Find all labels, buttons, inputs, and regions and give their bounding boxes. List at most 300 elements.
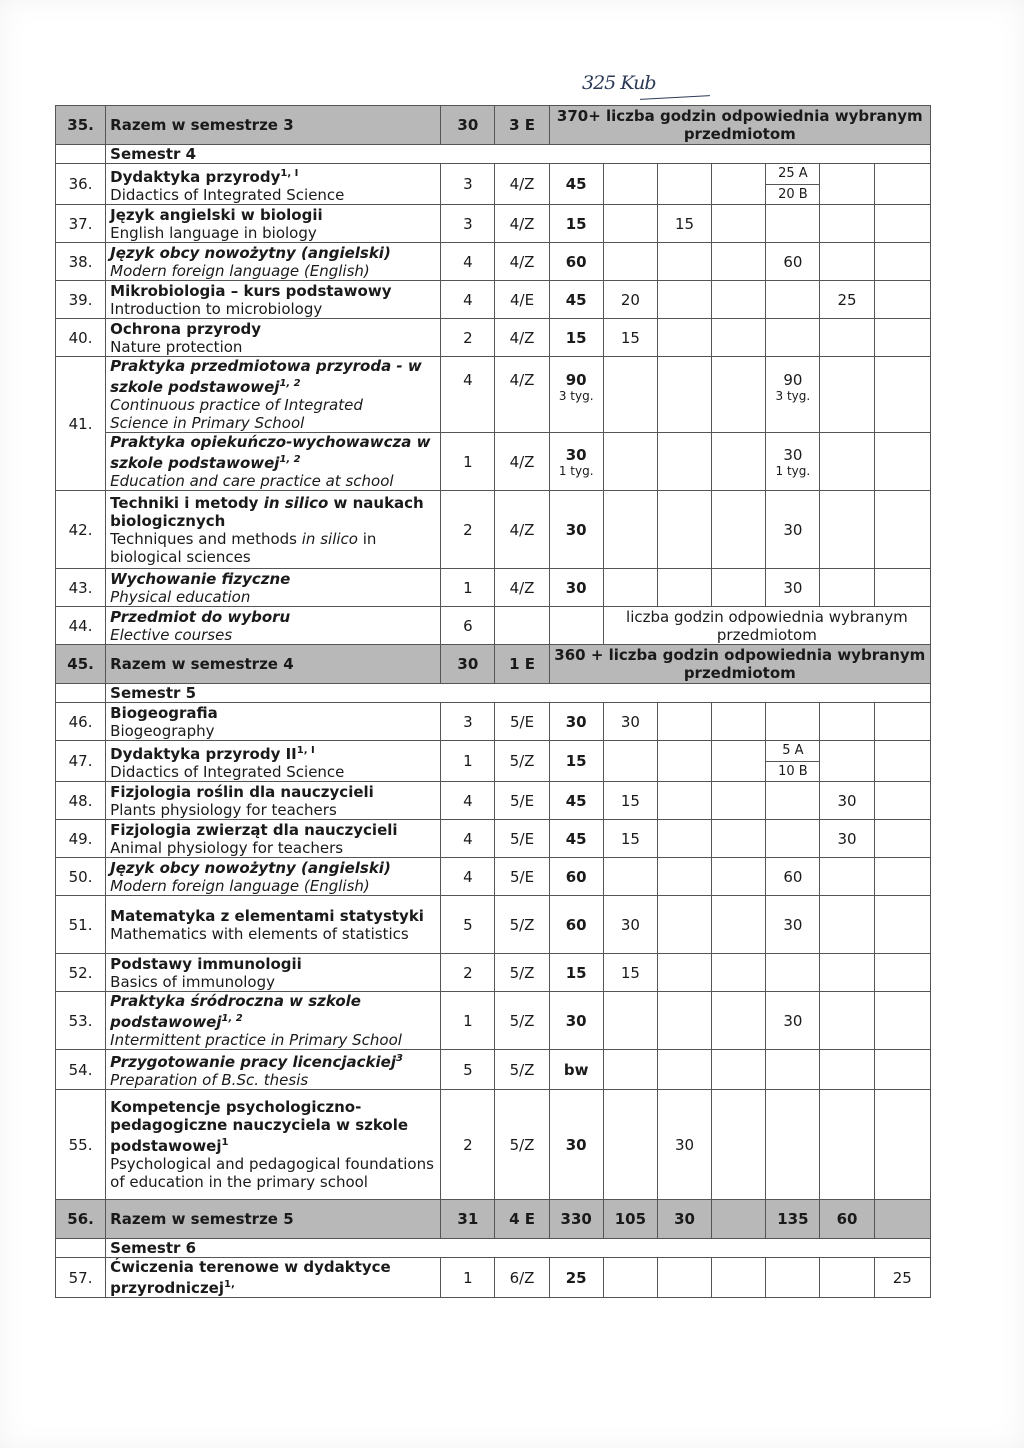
table-cell: 30 [549,491,603,569]
course-cell [106,1050,441,1090]
cell-text: 1 tyg. [558,463,594,478]
table-cell [712,782,766,820]
table-cell: 105 [603,1200,657,1239]
table-cell [766,1050,820,1090]
table-cell [874,954,930,992]
table-cell: 30 [603,703,657,741]
table-cell: 4 [441,357,495,433]
table-cell [603,1050,657,1090]
table-cell [874,782,930,820]
table-cell [603,243,657,281]
cell-text: Introduction to microbiology [110,299,323,318]
cell-text: 3 tyg. [558,389,594,403]
table-cell: 30 [657,1200,711,1239]
table-cell [657,281,711,319]
table-cell [712,433,766,491]
table-cell: 5/E [495,858,549,896]
table-cell [603,357,657,433]
table-cell: 4/Z [495,491,549,569]
table-cell [874,281,930,319]
course-cell [106,741,441,782]
course-cell [106,1090,441,1200]
cell-text: in silico [263,493,329,512]
cell-text: 325 [582,72,616,94]
table-row [56,1258,931,1298]
course-cell [106,433,441,491]
curriculum-table [55,105,931,1298]
cell-text: 10 B [778,763,808,779]
hours-note: 360 + liczba godzin odpowiednia wybranym przedmiotom [549,645,930,684]
cell-text: Modern foreign language (English) [110,876,370,895]
table-cell [820,1090,874,1200]
course-cell [106,896,441,954]
table-cell: 4/Z [495,433,549,491]
table-cell [874,1050,930,1090]
table-row [56,1050,931,1090]
table-cell: 4/Z [495,569,549,607]
table-row [56,896,931,954]
table-cell [712,1090,766,1200]
table-cell: 42. [56,491,106,569]
cell-text: 3 tyg. [775,389,811,403]
table-cell: 51. [56,896,106,954]
hours-note: 370+ liczba godzin odpowiednia wybranym przedmiotom [549,106,930,145]
table-cell [712,820,766,858]
semester-label: Semestr 6 [106,1239,931,1258]
table-cell [820,205,874,243]
course-cell [106,357,441,433]
table-cell [820,569,874,607]
course-cell [106,782,441,820]
table-cell [712,1258,766,1298]
cell-text: Język obcy nowożytny (angielski) [110,858,391,877]
table-cell: 5/E [495,703,549,741]
table-cell [712,319,766,357]
table-cell: 60 [766,858,820,896]
course-cell [106,243,441,281]
course-cell [106,820,441,858]
table-cell: 15 [549,319,603,357]
cell-text: 25 A [766,164,819,185]
table-cell [712,703,766,741]
table-cell: 38. [56,243,106,281]
row-number: 36. [56,164,106,205]
table-row [56,645,931,684]
table-cell [657,703,711,741]
table-cell [820,703,874,741]
cell-text: Dydaktyka przyrody [110,167,281,186]
course-cell [106,992,441,1050]
cell-text: 30 [783,445,803,464]
table-cell [712,896,766,954]
table-cell: 31 [441,1200,495,1239]
table-cell: 1 [441,433,495,491]
table-row [56,357,931,433]
table-cell: 4 E [495,1200,549,1239]
table-cell: 30 [441,645,495,684]
table-cell: 52. [56,954,106,992]
table-cell [712,954,766,992]
cell-text: Techniki i metody [110,493,264,512]
table-cell: 4 [441,820,495,858]
table-cell [874,820,930,858]
course-cell [106,164,441,205]
table-cell: 60 [549,858,603,896]
table-row [56,491,931,569]
table-cell: 30 [820,820,874,858]
table-cell: 5 [441,896,495,954]
table-cell: 50. [56,858,106,896]
cell-text: 90 [565,371,587,389]
cell-text: Psychological and pedagogical foundations of education in the primary school [110,1155,434,1191]
cell-text: Podstawy immunologii [110,954,302,973]
table-cell [766,820,820,858]
table-cell [820,164,874,205]
table-cell: 5/E [495,782,549,820]
course-cell [106,569,441,607]
table-cell [820,1258,874,1298]
table-row [56,106,931,145]
table-cell: 4 [441,858,495,896]
table-cell [657,491,711,569]
table-cell [657,896,711,954]
table-cell [874,205,930,243]
table-cell [549,607,603,645]
table-cell: 25 [549,1258,603,1298]
cell-text: 1 tyg. [775,463,811,478]
table-cell [874,1090,930,1200]
cell-text: 1, 2 [279,378,301,389]
table-cell: 6/Z [495,1258,549,1298]
table-cell [874,703,930,741]
table-cell [657,782,711,820]
exam-cell: 3 E [495,106,549,145]
table-cell [657,954,711,992]
semester-header [56,145,931,164]
table-cell: 60 [549,896,603,954]
table-row [56,433,931,491]
table-cell: 30 [549,1090,603,1200]
cell-text: Preparation of B.Sc. thesis [110,1071,309,1089]
table-cell: 30 [766,896,820,954]
table-cell: 45 [549,281,603,319]
cell-text: in biological sciences [110,529,377,566]
table-cell [766,281,820,319]
table-cell: 55. [56,1090,106,1200]
table-cell: 43. [56,569,106,607]
table-cell [874,896,930,954]
table-cell: 60 [549,243,603,281]
table-cell: 135 [766,1200,820,1239]
table-row [56,954,931,992]
table-cell: 45 [549,782,603,820]
table-cell [874,319,930,357]
cell-text: Physical education [110,587,251,606]
table-cell: 20 [603,281,657,319]
cell-text: 20 B [778,186,808,202]
table-row [56,1090,931,1200]
table-cell: 15 [549,954,603,992]
table-row [56,703,931,741]
table-cell [874,992,930,1050]
table-cell [657,357,711,433]
table-cell [603,1090,657,1200]
table-cell [820,491,874,569]
cell-text: Didactics of Integrated Science [110,762,345,781]
table-cell [657,319,711,357]
ects-cell: 30 [441,106,495,145]
table-cell [603,569,657,607]
table-cell: 2 [441,954,495,992]
table-cell: 15 [603,319,657,357]
table-cell [712,164,766,205]
table-cell: 40. [56,319,106,357]
cell-text: Basics of immunology [110,972,276,991]
table-cell: 2 [441,491,495,569]
table-cell: 56. [56,1200,106,1239]
table-cell [766,357,820,433]
table-cell: bw [549,1050,603,1090]
semester-header [56,684,931,703]
table-cell [820,741,874,782]
cell-text: Didactics of Integrated Science [110,185,345,204]
table-row [56,782,931,820]
cell-text: Elective courses [110,625,233,644]
table-cell: 30 [766,992,820,1050]
table-cell: 53. [56,992,106,1050]
table-cell [603,205,657,243]
cell-text: 3 [395,1053,403,1064]
course-cell [106,703,441,741]
semester-label: Semestr 4 [106,145,931,164]
table-cell: 49. [56,820,106,858]
table-cell: 1 [441,992,495,1050]
table-cell [603,1258,657,1298]
table-cell: 48. [56,782,106,820]
cell-text: Kompetencje psychologiczno-pedagogiczne nauczyciela w szkole podstawowej [110,1098,409,1155]
table-cell: 4 [441,782,495,820]
table-cell [766,205,820,243]
semester-label: Semestr 5 [106,684,931,703]
table-cell [712,357,766,433]
table-cell: 41. [56,357,106,491]
table-cell [712,281,766,319]
table-cell: 4/Z [495,319,549,357]
table-cell: 30 [549,569,603,607]
table-cell [657,820,711,858]
table-cell [874,491,930,569]
table-cell [766,433,820,491]
table-cell [874,741,930,782]
cell-text: Praktyka opiekuńczo-wychowawcza w szkole podstawowej [110,433,431,472]
cell-text: Przedmiot do wyboru [110,607,291,626]
table-cell: 5/Z [495,1090,549,1200]
table-cell: 30 [766,569,820,607]
cell-text: Matematyka z elementami statystyki [110,906,424,925]
cell-text: 5 A [766,741,819,762]
table-row [56,858,931,896]
cell-text: 30 [565,445,587,464]
table-cell [549,357,603,433]
table-cell: 30 [549,703,603,741]
table-cell: 15 [603,782,657,820]
table-cell [712,858,766,896]
table-row [56,243,931,281]
table-cell [549,433,603,491]
cell-text: Dydaktyka przyrody II [110,744,297,763]
cell-text: 1, [224,1279,235,1290]
cell-text: Wychowanie fizyczne [110,569,291,588]
table-cell [874,357,930,433]
table-row [56,319,931,357]
table-cell [874,243,930,281]
table-cell: 5/Z [495,954,549,992]
table-cell [766,782,820,820]
table-cell: 30 [549,992,603,1050]
cell-text: 90 [783,371,803,389]
course-cell [106,858,441,896]
cell-text: Fizjologia roślin dla nauczycieli [110,782,374,801]
table-cell: Razem w semestrze 5 [106,1200,441,1239]
table-cell: 4/Z [495,243,549,281]
table-cell: 30 [766,491,820,569]
cell-text: Modern foreign language (English) [110,261,370,280]
cell-text: 1 [221,1137,229,1148]
table-cell [657,858,711,896]
table-cell: 5/Z [495,741,549,782]
table-cell: 57. [56,1258,106,1298]
table-cell: 45 [549,820,603,858]
row-name: Razem w semestrze 3 [106,106,441,145]
table-cell: 5/E [495,820,549,858]
table-row: 36. Dydaktyka przyrody$^{1, I}$ Didactics of Integrated Science 3 4/Z 45 25 A 20 B [56,164,931,205]
table-cell [603,858,657,896]
table-cell: 44. [56,607,106,645]
cell-text: 1, 2 [221,1013,243,1024]
table-cell: 15 [549,205,603,243]
table-cell [766,954,820,992]
table-cell: 15 [549,741,603,782]
cell-text: Science in Primary School [110,414,305,432]
table-cell: 5 [441,1050,495,1090]
table-cell: 5/Z [495,992,549,1050]
table-cell [603,491,657,569]
group-split-cell [766,164,820,205]
table-row [56,281,931,319]
cell-text: 1, 2 [279,454,301,465]
cell-text: Mathematics with elements of statistics [110,924,409,943]
table-cell: 46. [56,703,106,741]
table-cell [712,205,766,243]
semester-header [56,1239,931,1258]
cell-text: Język obcy nowożytny (angielski) [110,243,391,262]
table-cell: 4/Z [495,357,549,433]
table-cell [56,684,106,703]
cell-text: Education and care practice at school [110,472,394,490]
cell-text: Plants physiology for teachers [110,800,337,819]
table-cell: 45. [56,645,106,684]
table-cell [874,433,930,491]
table-cell [56,1239,106,1258]
cell-text: English language in biology [110,223,317,242]
table-row [56,820,931,858]
table-cell [657,243,711,281]
cell-text: in silico [301,529,358,548]
table-cell [603,164,657,205]
course-cell [106,281,441,319]
cell-text: Animal physiology for teachers [110,838,344,857]
table-cell: 15 [657,205,711,243]
table-row [56,992,931,1050]
course-cell [106,491,441,569]
table-cell: Razem w semestrze 4 [106,645,441,684]
cell-text: Mikrobiologia – kurs podstawowy [110,281,392,300]
table-cell [603,433,657,491]
table-cell: 30 [603,896,657,954]
table-cell: 1 E [495,645,549,684]
table-cell: 4/Z [495,205,549,243]
cell-text: Biogeography [110,721,215,740]
cell-text: Przygotowanie pracy licencjackiej [110,1053,396,1071]
table-cell: 1 [441,569,495,607]
table-cell [874,569,930,607]
table-cell [766,319,820,357]
table-cell: 4 [441,281,495,319]
table-cell [820,992,874,1050]
table-cell [712,569,766,607]
table-cell: 47. [56,741,106,782]
table-cell [712,243,766,281]
table-cell [820,243,874,281]
table-cell: 330 [549,1200,603,1239]
table-row: 37. Język angielski w biologii English language in biology 3 4/Z 15 15 [56,205,931,243]
course-cell [106,205,441,243]
table-cell: 39. [56,281,106,319]
table-cell [495,607,549,645]
table-cell: 25 [874,1258,930,1298]
cell-text: Ochrona przyrody [110,319,262,338]
table-cell [712,1050,766,1090]
table-cell [820,954,874,992]
table-cell [874,1200,930,1239]
table-cell [712,992,766,1050]
table-cell: 60 [820,1200,874,1239]
cell-text: Praktyka przedmiotowa przyroda - w szkole podstawowej [110,357,422,396]
table-cell: 30 [820,782,874,820]
table-cell: 4 [441,243,495,281]
table-row [56,741,931,782]
table-cell [874,164,930,205]
table-cell [603,992,657,1050]
table-cell [820,357,874,433]
table-cell [712,741,766,782]
table-cell [657,569,711,607]
table-cell [657,992,711,1050]
table-cell [657,1050,711,1090]
table-cell [766,703,820,741]
course-cell [106,954,441,992]
cell-text: Praktyka śródroczna w szkole podstawowej [110,992,361,1031]
table-cell: 25 [820,281,874,319]
table-cell: 1 [441,1258,495,1298]
course-cell [106,1258,441,1298]
table-cell [766,1090,820,1200]
elective-note: liczba godzin odpowiednia wybranym przedmiotom [603,607,930,645]
table-cell [766,1258,820,1298]
row-number: 35. [56,106,106,145]
table-cell: 3 [441,703,495,741]
table-row [56,607,931,645]
